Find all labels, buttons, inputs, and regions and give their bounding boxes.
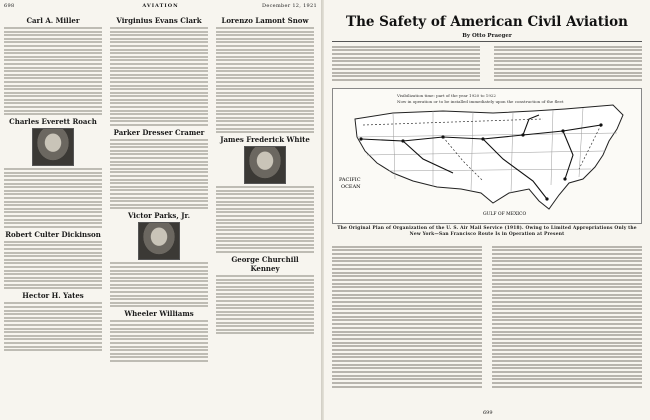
divider xyxy=(332,41,642,42)
map-caption: The Original Plan of Organization of the U. S. Air Mail Service (1918). Owing to Limited Appropriations Only the New York—San Francisco Route Is in Operation at Present xyxy=(337,226,637,237)
us-map-drawing xyxy=(333,89,641,223)
biography-column-2 xyxy=(110,14,208,364)
label-gulf: GULF OF MEXICO xyxy=(483,212,527,217)
profile-text xyxy=(110,139,208,209)
profile-name: Carl A. Miller xyxy=(26,16,80,25)
profile-name: Virginius Evans Clark xyxy=(116,16,202,25)
profile-name: Hector H. Yates xyxy=(22,291,84,301)
profile-name: Parker Dresser Cramer xyxy=(113,128,205,138)
biography-column-1 xyxy=(4,14,102,353)
article-byline: By Otto Praeger xyxy=(462,33,512,39)
profile-name: Victor Parks, Jr. xyxy=(127,211,190,221)
biography-column-3 xyxy=(216,14,314,336)
profile-name: Lorenzo Lamont Snow xyxy=(221,16,309,25)
legend-line-1: Visibilization time: part of the year 1920 to 1922 xyxy=(397,93,496,98)
legend-line-2: Now in operation or to be installed immediately upon the construction of the fleet xyxy=(397,99,564,104)
portrait-photo xyxy=(138,222,180,260)
profile-text xyxy=(110,320,208,362)
profile-name: Robert Culter Dickinson xyxy=(5,229,101,239)
profile-name: George Churchill Kenney xyxy=(231,254,299,273)
label-pacific: PACIFIC xyxy=(339,177,361,183)
article-column-left xyxy=(332,244,482,390)
profile-text xyxy=(4,241,102,290)
intro-column-left xyxy=(332,44,480,83)
profile-name: James Frederick White xyxy=(220,135,310,145)
running-head: AVIATION xyxy=(142,3,179,9)
us-outline xyxy=(355,105,623,209)
article-title: The Safety of American Civil Aviation xyxy=(346,14,628,30)
profile-text xyxy=(4,168,102,228)
profile-text xyxy=(110,262,208,307)
map-legend xyxy=(397,93,563,105)
intro-column-right xyxy=(494,44,642,83)
profile-text xyxy=(110,27,208,126)
profile-text xyxy=(216,27,314,133)
air-mail-route-map xyxy=(332,88,642,224)
profile-text xyxy=(216,275,314,335)
profile-text xyxy=(4,302,102,351)
profile-name: Wheeler Williams xyxy=(124,309,194,319)
portrait-photo xyxy=(32,128,74,166)
portrait-photo xyxy=(244,146,286,184)
profile-name: Charles Everett Roach xyxy=(9,117,97,127)
profile-text xyxy=(216,186,314,253)
issue-date: December 12, 1921 xyxy=(262,3,317,9)
left-page xyxy=(0,0,322,420)
right-page xyxy=(324,0,650,420)
label-ocean: OCEAN xyxy=(341,184,361,190)
left-page-number: 698 xyxy=(4,3,15,9)
left-running-header xyxy=(4,2,317,12)
article-column-right xyxy=(492,244,642,390)
right-page-number: 699 xyxy=(483,410,493,416)
profile-text xyxy=(4,27,102,115)
